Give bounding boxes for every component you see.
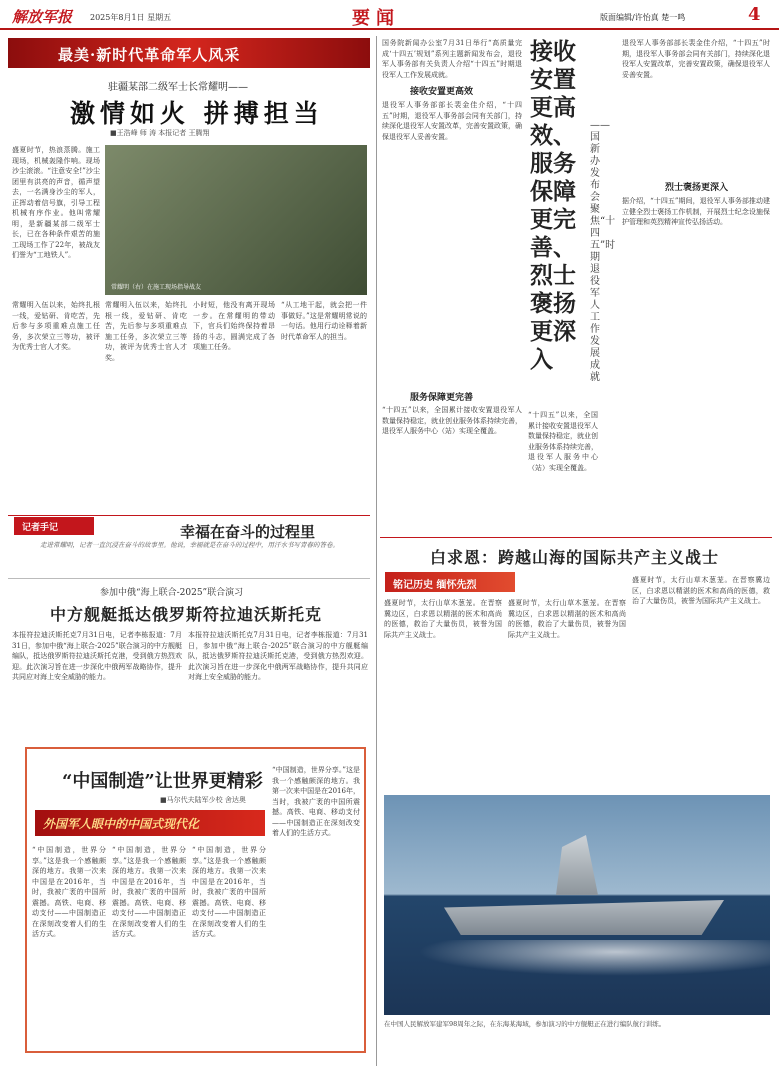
china-story-col2: “中国制造，世界分享。”这是我一个感触颇深的地方。我第一次来中国是在2016年，当时，我被广袤的中国所震撼。高铁、电商、移动支付——中国制造正在深刻改变着人们的生活方式。 [112, 846, 186, 938]
main-body-col3b: 据介绍，“十四五”期间，退役军人事务部推动建立健全烈士褒扬工作机制，开展烈士纪念设施保护管理和英烈精神宣传弘扬活动。 [622, 197, 770, 226]
bai-col2: 盛夏时节，太行山草木葱茏。在晋察冀边区，白求恩以精湛的医术和高尚的医德，救治了大量伤员，被誉为国际共产主义战士。 [508, 599, 626, 639]
column-banner-text: 最美·新时代革命军人风采 [58, 46, 241, 64]
feature-photo [105, 145, 367, 295]
feature-kicker: 驻疆某部二级军士长常耀明—— [108, 82, 248, 93]
subhead-2: 服务保障更完善 [410, 393, 474, 403]
note-title: 幸福在奋斗的过程里 [180, 523, 316, 541]
main-body-col2: “十四五”以来，全国累计接收安置退役军人数量保持稳定，就业创业服务体系持续完善，退役军人服务中心（站）实现全覆盖。 [528, 411, 598, 472]
main-vertical-subtitle: ——国新办发布会聚焦“十四五”时期退役军人工作发展成就 [590, 120, 616, 383]
main-intro: 国务院新闻办公室7月31日举行“高质量完成‘十四五’规划”系列主题新闻发布会，退役军人事务部有关负责人介绍“十四五”时期退役军人工作发展成就。 [382, 39, 522, 78]
main-body-col1: 退役军人事务部部长裴金佳介绍，“十四五”时期，退役军人事务部会同有关部门，持续深化退役军人安置改革，完善安置政策，确保退役军人妥善安置。 [382, 101, 522, 141]
column-banner [8, 38, 370, 68]
ship-caption: 在中国人民解放军建军98周年之际，在东海某海域，参加演习的中方舰艇正在进行编队航行训练。 [384, 1020, 666, 1028]
china-story-byline: ■马尔代夫陆军少校 舍达奥 [160, 796, 246, 804]
main-body-col3: 退役军人事务部部长裴金佳介绍，“十四五”时期，退役军人事务部会同有关部门，持续深化退役军人安置改革，完善安置政策，确保退役军人妥善安置。 [622, 39, 770, 79]
subhead-1: 接收安置更高效 [410, 87, 474, 97]
feature-body-col2: 常耀明入伍以来，始终扎根一线，爱钻研、肯吃苦，先后参与多项重难点施工任务，多次荣立三等功，被评为优秀士官人才奖。 [105, 301, 187, 362]
bai-col1: 盛夏时节，太行山草木葱茏。在晋察冀边区，白求恩以精湛的医术和高尚的医德，救治了大量伤员，被誉为国际共产主义战士。 [384, 599, 502, 639]
main-body-col1b: “十四五”以来，全国累计接收安置退役军人数量保持稳定，就业创业服务体系持续完善，退役军人服务中心（站）实现全覆盖。 [382, 406, 522, 435]
bai-col3: 盛夏时节，太行山草木葱茏。在晋察冀边区，白求恩以精湛的医术和高尚的医德，救治了大量伤员，被誉为国际共产主义战士。 [632, 576, 770, 605]
ship-tower [544, 835, 604, 895]
navy-headline: 中方舰艇抵达俄罗斯符拉迪沃斯托克 [50, 605, 323, 624]
section-title: 要闻 [352, 8, 400, 29]
masthead: 解放军报 [12, 8, 73, 26]
feature-headline: 激情如火 拼搏担当 [70, 99, 324, 128]
navy-body-a: 本报符拉迪沃斯托克7月31日电，记者李栋报道：7月31日，参加中俄“海上联合-2025”联合演习的中方舰艇编队，抵达俄罗斯符拉迪沃斯托克港，受到俄方热烈欢迎。此次演习旨在进一步深化中俄两军战略协作，提升共同应对海上安全威胁的能力。 [12, 631, 182, 681]
note-body: 走进常耀明，记者一直沉浸在奋斗的故事里。他说，幸福就是在奋斗的过程中，用汗水书写青春的答卷。 [40, 541, 339, 549]
page-number: 4 [748, 4, 761, 25]
ship-wake [384, 940, 770, 980]
subhead-3: 烈士褒扬更深入 [665, 183, 729, 193]
china-story-col3: “中国制造，世界分享。”这是我一个感触颇深的地方。我第一次来中国是在2016年，当时，我被广袤的中国所震撼。高铁、电商、移动支付——中国制造正在深刻改变着人们的生活方式。 [192, 846, 266, 938]
bai-tag: 铭记历史 缅怀先烈 [385, 572, 515, 592]
china-story-col4: “中国制造，世界分享。”这是我一个感触颇深的地方。我第一次来中国是在2016年，当时，我被广袤的中国所震撼。高铁、电商、移动支付——中国制造正在深刻改变着人们的生活方式。 [272, 766, 360, 837]
main-vertical-title: 接收安置更高效、服务保障更完善、烈士褒扬更深入 [530, 38, 576, 373]
feature-body-col1: 盛夏时节，热浪蒸腾。施工现场，机械轰隆作响。现场沙尘滚滚。“注意安全!”沙尘团里有洪亮的声音，循声望去，一名满身沙尘的军人，正挥动着信号旗，引导工程机械有序作业。他叫常耀明，是新疆某部二级军士长，已在各种条件艰苦的施工现场工作了22年，被战友们誉为“工地铁人”。 [12, 146, 100, 259]
feature-photo-caption: 常耀明（右）在施工现场指导战友 [111, 284, 202, 291]
issue-date: 2025年8月1日 星期五 [90, 13, 172, 22]
china-story-banner: 外国军人眼中的中国式现代化 [35, 810, 265, 836]
divider [8, 578, 370, 579]
navy-ship-photo [384, 795, 770, 1015]
china-story-col1: “中国制造，世界分享。”这是我一个感触颇深的地方。我第一次来中国是在2016年，当时，我被广袤的中国所震撼。高铁、电商、移动支付——中国制造正在深刻改变着人们的生活方式。 [32, 846, 106, 938]
bai-headline: 白求恩：跨越山海的国际共产主义战士 [430, 548, 720, 567]
navy-body-b: 本报符拉迪沃斯托克7月31日电，记者李栋报道：7月31日，参加中俄“海上联合-2025”联合演习的中方舰艇编队，抵达俄罗斯符拉迪沃斯托克港，受到俄方热烈欢迎。此次演习旨在进一步深化中俄两军战略协作，提升共同应对海上安全威胁的能力。 [188, 631, 368, 681]
navy-series: 参加中俄“海上联合-2025”联合演习 [100, 588, 244, 598]
note-tag: 记者手记 [14, 517, 94, 535]
china-story-headline: “中国制造”让世界更精彩 [62, 771, 263, 792]
feature-body-col1b: 常耀明入伍以来，始终扎根一线，爱钻研、肯吃苦，先后参与多项重难点施工任务，多次荣立三等功，被评为优秀士官人才奖。 [12, 301, 100, 351]
page-header [0, 0, 779, 30]
feature-body-col3: 小时短，他没有离开现场一步。在常耀明的带动下，官兵们始终保持着昂扬的斗志，圆满完成了各项施工任务。 [193, 301, 275, 351]
feature-byline: ■王浩峰 师 涛 本报记者 王腾翔 [110, 129, 210, 137]
feature-body-col4: “从工地干起，就会把一件事做好。”这是常耀明常说的一句话。他用行动诠释着新时代革命军人的担当。 [281, 301, 367, 341]
column-divider [376, 36, 377, 1066]
editor-credit: 版面编辑/许怡真 楚一鸣 [600, 13, 686, 22]
